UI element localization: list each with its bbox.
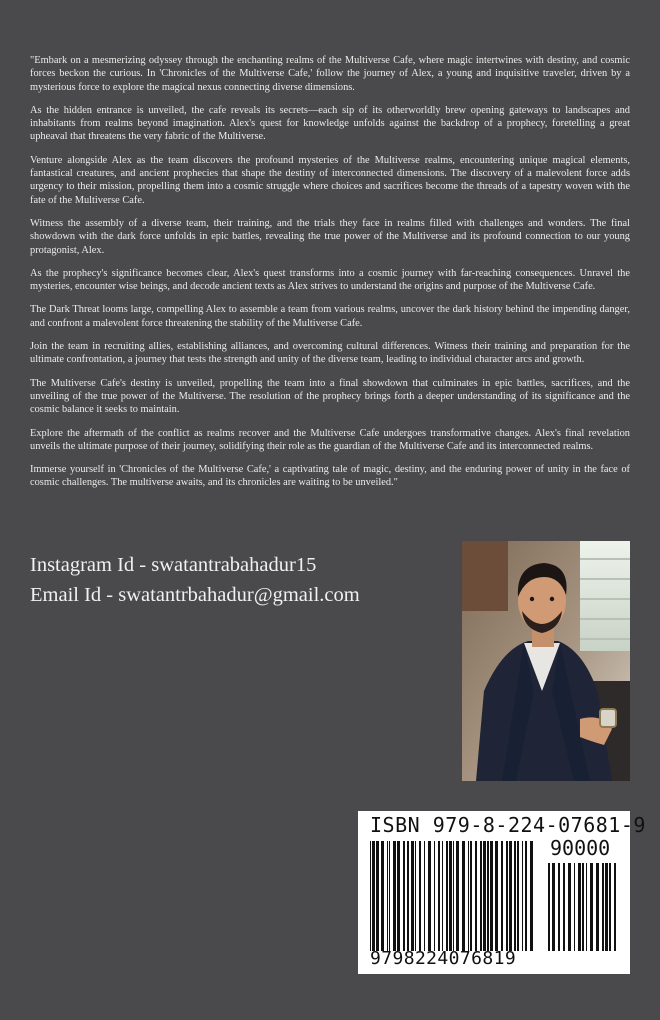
barcode-bar	[509, 841, 512, 951]
email-id: Email Id - swatantrbahadur@gmail.com	[30, 584, 360, 606]
barcode-bar	[582, 863, 584, 951]
barcode-bar	[514, 841, 516, 951]
blurb-paragraph: As the prophecy's significance becomes clear, Alex's quest transforms into a cosmic journey with far-reaching consequences. Unravel the mysteries, encounter wise beings, and decode ancient texts as Alex strives to understand the origins and purpose of the Multiverse Cafe.	[30, 267, 630, 293]
blurb-paragraph: Witness the assembly of a diverse team, their training, and the trials they face in realms filled with challenges and wonders. The final showdown with the dark force unfolds in epic battles, revealing the true power of the Multiverse and its profound connection to our young protagonist, Alex.	[30, 217, 630, 256]
blurb-paragraph: As the hidden entrance is unveiled, the cafe reveals its secrets—each sip of its otherworldly brew opening gateways to landscapes and inhabitants from realms beyond imagination. Alex's quest for knowledge unfolds against the backdrop of a prophecy, foretelling a great upheaval that threatens the very fabric of the Multiverse.	[30, 104, 630, 143]
barcode-bar	[506, 841, 508, 951]
barcode-bar	[449, 841, 452, 951]
barcode-bar	[453, 841, 454, 951]
barcode-bar	[468, 841, 469, 951]
barcode-bar	[411, 841, 414, 951]
barcode-bar	[434, 841, 435, 951]
price-code: 90000	[550, 836, 611, 860]
barcode-bar	[558, 863, 560, 951]
barcode-number: 9798224076819	[370, 948, 517, 969]
barcode-bar	[470, 841, 472, 951]
author-contact	[30, 550, 360, 610]
blurb-paragraph: Immerse yourself in 'Chronicles of the Multiverse Cafe,' a captivating tale of magic, destiny, and the enduring power of unity in the face of cosmic challenges. The multiverse awaits, and its chronicles are waiting to be unveiled."	[30, 464, 630, 489]
barcode-bar	[381, 841, 384, 951]
barcode-bar	[475, 841, 477, 951]
instagram-id: Instagram Id - swatantrabahadur15	[30, 554, 317, 576]
barcode-bar	[376, 841, 379, 951]
blurb-paragraph: The Multiverse Cafe's destiny is unveiled, propelling the team into a final showdown that culminates in epic battles, sacrifices, and the unveiling of the true power of the Multiverse. The resolution of the prophecy brings forth a deeper understanding of its significance and the cosmic balance it seeks to maintain.	[30, 377, 630, 416]
barcode-bar	[487, 841, 489, 951]
barcode-bar	[530, 841, 533, 951]
barcode-bar	[407, 841, 409, 951]
barcode-bar	[389, 841, 390, 951]
barcode-bar	[403, 841, 405, 951]
author-portrait-illustration	[462, 541, 630, 781]
barcode-bar	[483, 841, 486, 951]
barcode-bar	[596, 863, 599, 951]
barcode-bar	[490, 841, 493, 951]
isbn-barcode	[358, 811, 646, 974]
barcode-bar	[522, 841, 523, 951]
blurb-paragraph: Venture alongside Alex as the team discovers the profound mysteries of the Multiverse realms, encountering unique magical elements, fantastical creatures, and ancient prophecies that shape the destiny of interconnected dimensions. The discovery of a malevolent force adds urgency to their mission, propelling them into a cosmic struggle where choices and sacrifices become the threads of a tapestry woven with the fate of the Multiverse Cafe.	[30, 154, 630, 206]
blurb-paragraph: "Embark on a mesmerizing odyssey through the enchanting realms of the Multiverse Cafe, where magic intertwines with destiny, and cosmic forces beckon the curious. In 'Chronicles of the Multiverse Cafe,' follow the journey of Alex, a young and inquisitive traveler, driven by a mysterious force to explore the magical nexus connecting diverse dimensions.	[30, 55, 630, 93]
barcode-bar	[563, 863, 565, 951]
barcode-bar	[568, 863, 571, 951]
barcode-bar	[393, 841, 396, 951]
barcode-bar	[495, 841, 498, 951]
barcode-bar	[517, 841, 519, 951]
barcode-bar	[456, 841, 459, 951]
barcode-bar	[370, 841, 371, 951]
blurb-paragraph: Explore the aftermath of the conflict as realms recover and the Multiverse Cafe undergoes transformative changes. Alex's final revelation unveils the ultimate purpose of their journey, solidifying their role as the guardian of the Multiverse Cafe and its interconnected realms.	[30, 427, 630, 452]
barcode-bar	[419, 841, 421, 951]
barcode-bar	[609, 863, 611, 951]
barcode-bar	[442, 841, 443, 951]
barcode-bar	[480, 841, 482, 951]
barcode-bar	[424, 841, 425, 951]
barcode-bar	[586, 863, 587, 951]
barcode-bar	[428, 841, 431, 951]
barcode-bar	[501, 841, 503, 951]
barcode-bar	[548, 863, 550, 951]
barcode-bar	[574, 863, 575, 951]
barcode-bar	[387, 841, 388, 951]
barcode-bar	[525, 841, 527, 951]
barcode-bar	[590, 863, 593, 951]
barcode-bar	[602, 863, 604, 951]
barcode-bar	[462, 841, 465, 951]
barcode-bar	[578, 863, 581, 951]
isbn-label: ISBN 979-8-224-07681-9	[370, 813, 646, 837]
back-cover-blurb	[30, 54, 630, 500]
author-photo	[462, 541, 630, 781]
barcode-bar	[372, 841, 375, 951]
barcode-bar	[605, 863, 608, 951]
barcode-bar	[438, 841, 440, 951]
barcode-bar	[397, 841, 400, 951]
barcode-bar	[415, 841, 416, 951]
barcode-bar	[614, 863, 616, 951]
barcode-bar	[446, 841, 448, 951]
blurb-paragraph: Join the team in recruiting allies, establishing alliances, and overcoming cultural differences. Witness their training and preparation for the ultimate confrontation, a journey that tests the strength and unity of the diverse team, leading to individual character arcs and growth.	[30, 341, 630, 366]
barcode-bar	[552, 863, 555, 951]
blurb-paragraph: The Dark Threat looms large, compelling Alex to assemble a team from various realms, uncover the dark history behind the impending danger, and confront a malevolent force threatening the stability of the Multiverse Cafe.	[30, 304, 630, 329]
